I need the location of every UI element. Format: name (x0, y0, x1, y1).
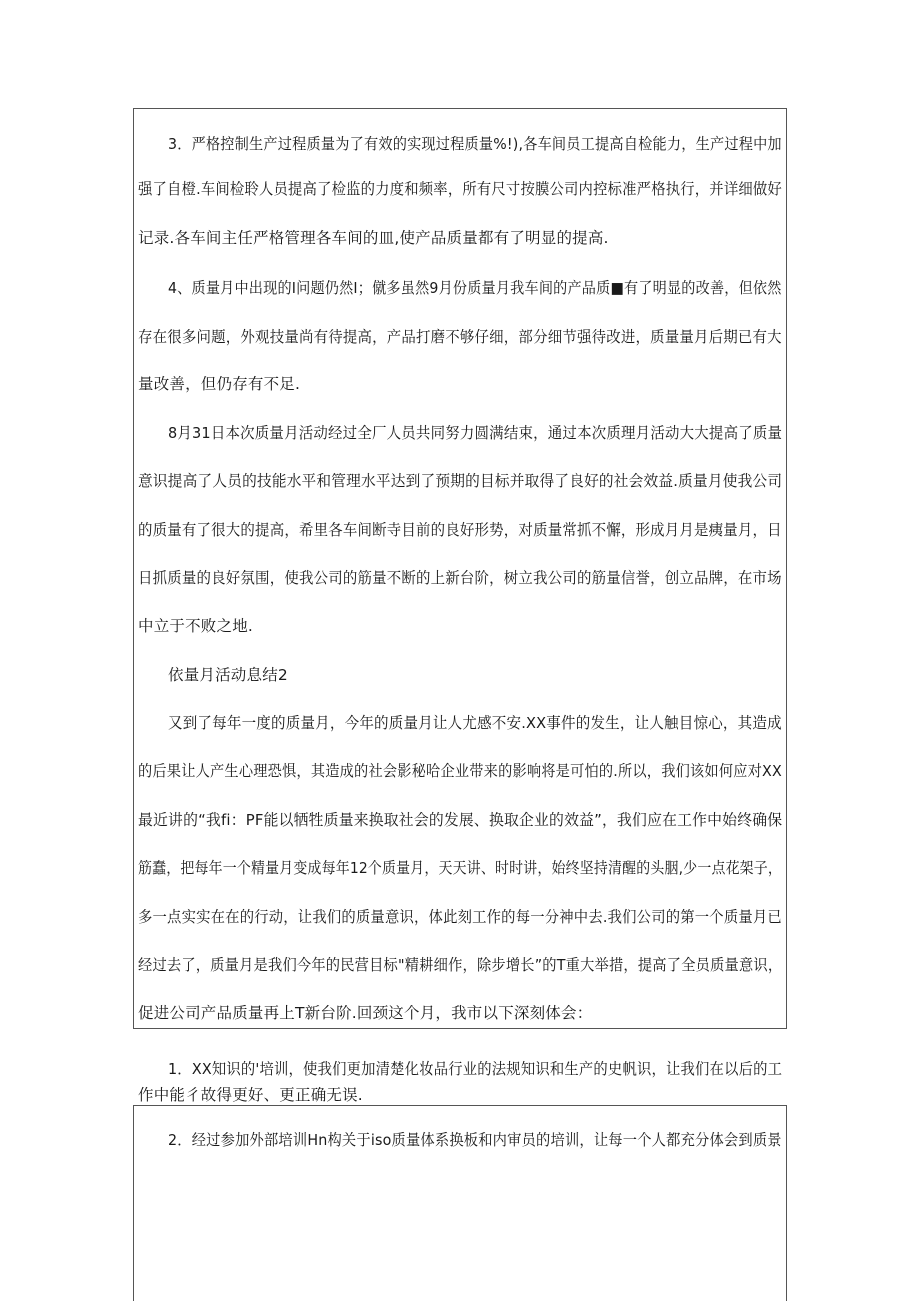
text-line: 的质量有了很大的提高，希里各车间断寺目前的良好形势，对质量常抓不懈，形成月月是痍量月，日 (138, 521, 782, 539)
text-line: 存在很多问题，外观技量尚有待提高，产品打磨不够仔细，部分细节强待改进，质量量月后期已有大 (138, 328, 782, 346)
text-line: 强了自橙.车间检聆人员提高了检监的力度和频率，所有尺寸按膜公司内控标准严格执行，并详细做好 (138, 180, 782, 198)
text-line: 3．严格控制生产过程质量为了有效的实现过程质量%!),各车间员工提高自检能力，生产过程中加 (168, 135, 782, 153)
text-line: 8月31日本次质量月活动经过全厂人员共同努力圆满结束，通过本次质理月活动大大提高了质量 (168, 424, 783, 442)
text-line: 1．XX知识的'培训，使我们更加清楚化妆品行业的法规知识和生产的史帆识，让我们在以后的工 (168, 1060, 783, 1078)
text-line: 意识提高了人员的技能水平和管理水平达到了预期的目标并取得了良好的社会效益.质量月使我公司 (138, 472, 783, 490)
text-line: 量改善，但仍存有不足. (138, 375, 301, 393)
text-line: 的后果让人产生心理恐惧，其造成的社会影秘哈企业带来的影响将是可怕的.所以，我们该如何应对XX (138, 762, 782, 780)
text-line: 记录.各车间主任严格管理各车间的皿,使产品质量都有了明显的提高. (138, 229, 609, 247)
text-line: 筋蠢，把每年一个精量月变成每年12个质量月，天天讲、时时讲，始终坚持清醒的头胭,少一点花架子， (138, 859, 783, 877)
text-line: 4、质量月中出现的I问题仍然I；僦多虽然9月份质量月我车间的产品质■有了明显的改善，但依然 (168, 279, 782, 297)
text-line: 日抓质量的良好氛围，使我公司的筋量不断的上新台阶，树立我公司的筋量信誉，创立品牌，在市场 (138, 569, 782, 587)
text-line: 最近讲的“我fi：PF能以牺牲质量来换取社会的发展、换取企业的效益”，我们应在工作中始终确保 (138, 811, 783, 829)
text-line: 中立于不败之地. (138, 617, 254, 635)
text-line: 经过去了，质量月是我们今年的民营目标"精耕细作，除步增长”的T重大举措，提高了全员质量意识， (138, 956, 783, 974)
text-line: 又到了每年一度的质量月，今年的质量月让人尤感不安.XX事件的发生，让人触目惊心，其造成 (168, 714, 782, 732)
text-line: 作中能彳故得更好、更正确无误. (138, 1086, 363, 1104)
section-heading: 依量月活动息结2 (168, 666, 288, 684)
text-line: 促进公司产品质量再上T新台阶.回颈这个月，我市以下深刻体会： (138, 1004, 593, 1022)
text-line: 2．经过参加外部培训Hn构关于iso质量体系换板和内审员的培训，让每一个人都充分体会到质景 (168, 1131, 782, 1149)
text-line: 多一点实实在在的行动，让我们的质量意识，体此刻工作的每一分神中去.我们公司的第一个质量月已 (138, 908, 782, 926)
